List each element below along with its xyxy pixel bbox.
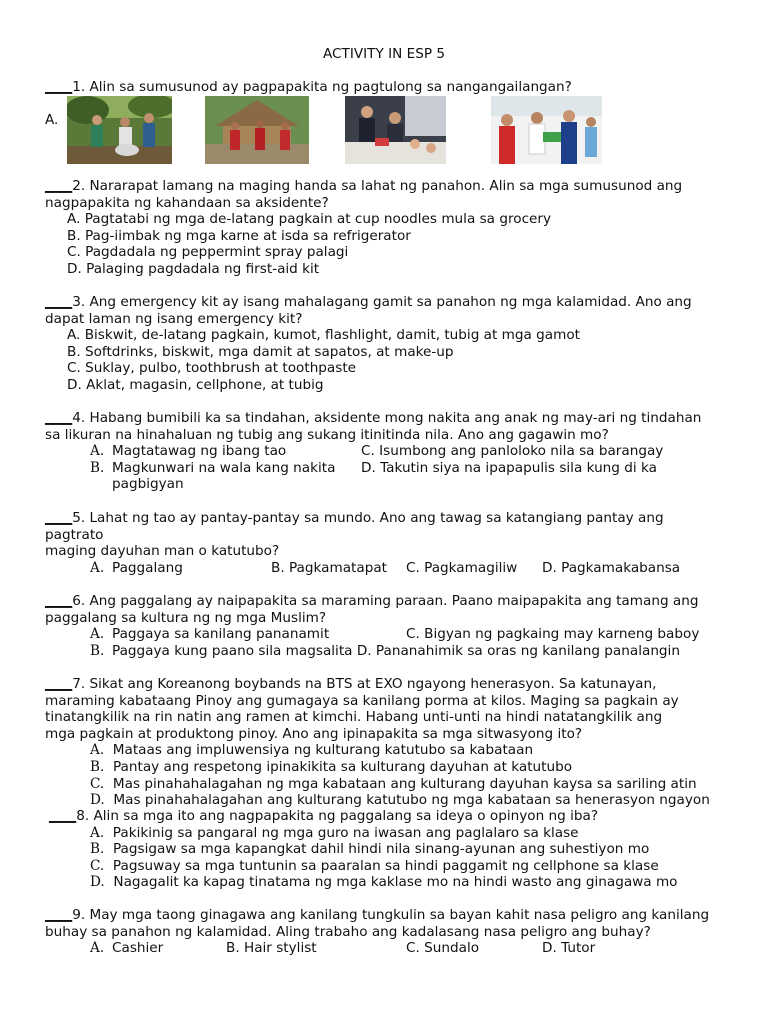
option-letter: D.: [90, 874, 105, 891]
options-row: [45, 940, 735, 957]
question-text: sa likuran na hinahaluan ng tubig ang sukang itinitinda nila. Ano ang gagawin mo?: [45, 426, 609, 443]
option-a: [49, 825, 739, 842]
question-text: maging dayuhan man o katutubo?: [45, 543, 280, 560]
option-text: Pantay ang respetong ipinakikita sa kulturang dayuhan at katutubo: [112, 758, 573, 775]
question-6: [45, 593, 735, 659]
option-letter: A.: [90, 443, 105, 460]
option-d: D. Palaging pagdadala ng first-aid kit: [67, 260, 320, 277]
option-b-continuation: pagbigyan: [112, 476, 184, 493]
option-a: Paggaya sa kanilang pananamit: [112, 626, 330, 643]
question-text: 6. Ang paggalang ay naipapakita sa maraming paraan. Paano maipapakita ang tamang ang: [72, 593, 699, 609]
answer-blank: ____: [45, 593, 73, 609]
option-a: Magtatawag ng ibang tao: [112, 443, 287, 460]
option-d: D. Tutor: [542, 940, 596, 957]
question-text: 5. Lahat ng tao ay pantay-pantay sa mundo. Ano ang tawag sa katangiang pantay ang: [72, 510, 664, 526]
question-text: mga pagkain at produktong pinoy. Ano ang ipinapakita sa mga sitwasyong ito?: [45, 725, 583, 742]
option-b: B. Softdrinks, biskwit, mga damit at sapatos, at make-up: [67, 343, 454, 360]
question-7: [45, 676, 735, 809]
option-letter: A.: [90, 742, 105, 759]
option-letter: B.: [90, 758, 105, 775]
option-b: [49, 841, 739, 858]
option-letter: A.: [90, 559, 105, 576]
q1-photo-options: [45, 96, 615, 166]
option-text: Mataas ang impluwensiya ng kulturang katutubo sa kabataan: [112, 742, 534, 759]
question-text: 8. Alin sa mga ito ang nagpapakita ng paggalang sa ideya o opinyon ng iba?: [76, 808, 599, 824]
answer-blank: ____: [45, 79, 73, 95]
option-c: C. Bigyan ng pagkaing may karneng baboy: [406, 626, 700, 643]
option-letter: A.: [90, 824, 105, 841]
question-3: [45, 294, 735, 394]
answer-blank: ____: [49, 808, 77, 824]
options-row: [45, 560, 735, 577]
option-d: D. Aklat, magasin, cellphone, at tubig: [67, 376, 324, 393]
question-text: nagpapakita ng kahandaan sa aksidente?: [45, 194, 329, 211]
option-continuation: [45, 476, 735, 493]
question-text: tinatangkilik na rin natin ang ramen at kimchi. Habang unti-unti na hindi natatangkilik ang: [45, 709, 663, 726]
answer-blank: ____: [45, 410, 73, 426]
option-text: Pagsuway sa mga tuntunin sa paaralan sa hindi paggamit ng cellphone sa klase: [112, 857, 659, 874]
question-text: 4. Habang bumibili ka sa tindahan, aksidente mong nakita ang anak ng may-ari ng tindahan: [72, 410, 702, 426]
question-text: 1. Alin sa sumusunod ay pagpapakita ng pagtulong sa nangangailangan?: [72, 79, 572, 95]
option-letter: A.: [90, 940, 105, 957]
option-a: A. Biskwit, de-latang pagkain, kumot, flashlight, damit, tubig at mga gamot: [67, 327, 581, 344]
option-c: [45, 776, 735, 793]
answer-blank: ____: [45, 510, 73, 526]
option-c: C. Suklay, pulbo, toothbrush at toothpaste: [67, 360, 357, 377]
question-1: [45, 79, 735, 96]
question-text: pagtrato: [45, 526, 104, 543]
option-d: [49, 874, 739, 891]
question-text: 7. Sikat ang Koreanong boybands na BTS at EXO ngayong henerasyon. Sa katunayan,: [72, 676, 657, 692]
option-c: [49, 858, 739, 875]
option-c: C. Sundalo: [406, 940, 480, 957]
answer-blank: ____: [45, 907, 73, 923]
question-8: [49, 808, 739, 891]
question-text: 3. Ang emergency kit ay isang mahalagang gamit sa panahon ng mga kalamidad. Ano ang: [72, 294, 692, 310]
photo-relief-distribution: [491, 96, 602, 164]
option-a: Cashier: [112, 940, 164, 957]
option-letter: B.: [90, 459, 105, 476]
question-text: 2. Nararapat lamang na maging handa sa lahat ng panahon. Alin sa mga sumusunod ang: [72, 178, 683, 194]
option-c: C. Pagdadala ng peppermint spray palagi: [67, 244, 349, 261]
option-c: C. Pagkamagiliw: [406, 559, 518, 576]
option-b: B. Hair stylist: [226, 940, 317, 957]
answer-blank: ____: [45, 294, 73, 310]
question-text: paggalang sa kultura ng ng mga Muslim?: [45, 609, 327, 626]
options-row-ac: [45, 443, 735, 460]
options-row-bd: [45, 643, 735, 660]
photo-cultural-dancers: [205, 96, 309, 164]
option-b: B. Pagkamatapat: [271, 559, 387, 576]
option-b: Magkunwari na wala kang nakita: [112, 459, 336, 476]
question-5: [45, 510, 735, 576]
option-d: D. Pagkamakabansa: [542, 559, 681, 576]
question-text: 9. May mga taong ginagawa ang kanilang tungkulin sa bayan kahit nasa peligro ang kanilang: [72, 907, 710, 923]
photo-volunteers-outdoors: [67, 96, 172, 164]
option-text: Pagsigaw sa mga kapangkat dahil hindi nila sinang-ayunan ang suhestiyon mo: [112, 841, 650, 858]
option-b-and-d: Paggaya kung paano sila magsalita D. Pananahimik sa oras ng kanilang panalangin: [112, 642, 680, 659]
option-a: Paggalang: [112, 559, 183, 576]
option-letter: B.: [90, 841, 105, 858]
option-d: D. Takutin siya na ipapapulis sila kung di ka: [361, 459, 657, 476]
option-a: [45, 742, 735, 759]
question-text: maraming kabataang Pinoy ang gumagaya sa kanilang porma at kilos. Maging sa pagkain ay: [45, 692, 679, 709]
page-title: ACTIVITY IN ESP 5: [323, 46, 445, 62]
option-letter: C.: [90, 857, 105, 874]
question-9: [45, 907, 735, 957]
answer-blank: ____: [45, 676, 73, 692]
option-letter: B.: [90, 642, 105, 659]
option-letter: A.: [45, 112, 59, 128]
option-d: [45, 792, 735, 809]
option-letter: C.: [90, 775, 105, 792]
option-a: A. Pagtatabi ng mga de-latang pagkain at cup noodles mula sa grocery: [67, 211, 552, 228]
question-4: [45, 410, 735, 493]
option-b: [45, 759, 735, 776]
option-c: C. Isumbong ang panloloko nila sa barangay: [361, 443, 664, 460]
answer-blank: ____: [45, 178, 73, 194]
option-text: Mas pinahahalagahan ang kulturang katutubo ng mga kabataan sa henerasyon ngayon: [113, 792, 710, 809]
option-text: Pakikinig sa pangaral ng mga guro na iwasan ang paglalaro sa klase: [112, 824, 579, 841]
option-b: B. Pag-iimbak ng mga karne at isda sa refrigerator: [67, 227, 411, 244]
option-letter: A.: [90, 626, 105, 643]
question-text: dapat laman ng isang emergency kit?: [45, 310, 303, 327]
option-letter: D.: [90, 792, 105, 809]
question-text: buhay sa panahon ng kalamidad. Aling trabaho ang kadalasang nasa peligro ang buhay?: [45, 923, 651, 940]
option-text: Nagagalit ka kapag tinatama ng mga kaklase mo na hindi wasto ang ginagawa mo: [113, 874, 678, 891]
options-row-bd: [45, 460, 735, 477]
photo-leader-with-crowd: [345, 96, 446, 164]
option-text: Mas pinahahalagahan ng mga kabataan ang kulturang dayuhan kaysa sa sariling atin: [112, 775, 697, 792]
options-row-ac: [45, 626, 735, 643]
question-2: [45, 178, 735, 278]
